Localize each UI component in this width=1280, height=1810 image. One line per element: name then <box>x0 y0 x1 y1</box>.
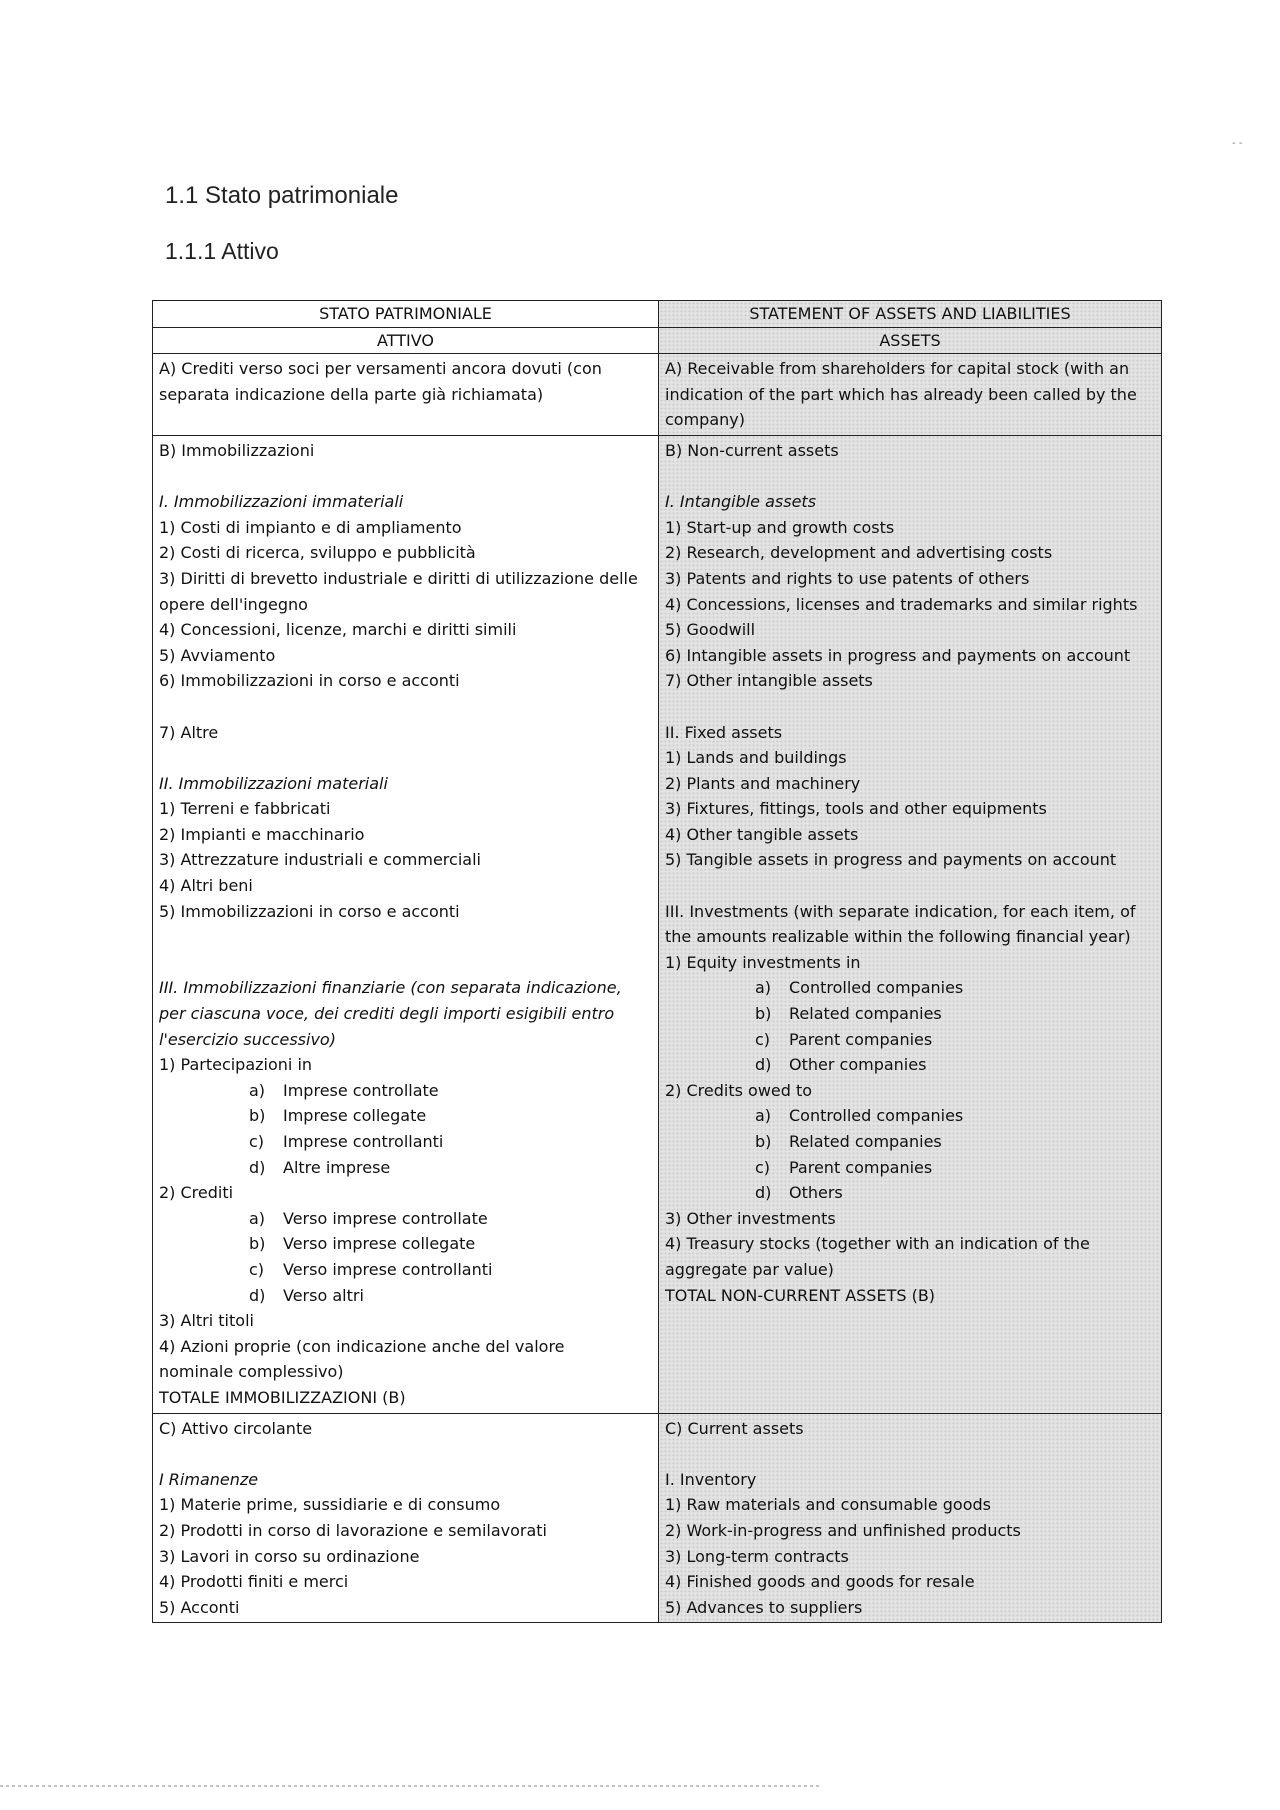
list-item <box>665 1518 1155 1544</box>
scan-artifact-line <box>0 1785 820 1787</box>
item-text: I Rimanenze <box>159 1469 259 1489</box>
item-text: 2) Plants and machinery <box>665 773 861 793</box>
blank-line <box>665 1441 1155 1467</box>
item-text: Others <box>789 1183 843 1203</box>
item-text: 7) Altre <box>159 722 219 742</box>
list-item <box>159 975 652 1001</box>
list-item <box>665 1595 1155 1621</box>
item-text: Verso imprese controllate <box>283 1208 488 1228</box>
blank-line <box>159 924 652 950</box>
item-text: Imprese controllate <box>283 1080 439 1100</box>
list-item <box>159 1231 652 1257</box>
list-item <box>159 1129 652 1155</box>
right-cell-current <box>659 1413 1162 1623</box>
list-item <box>665 1283 1155 1309</box>
list-item <box>665 1544 1155 1570</box>
list-item <box>159 1027 652 1053</box>
item-text: 3) Attrezzature industriali e commerciali <box>159 850 481 870</box>
item-letter: b) <box>755 1004 772 1024</box>
item-text: 4) Treasury stocks (together with an indication of the <box>665 1234 1090 1254</box>
list-item <box>159 1467 652 1493</box>
item-text: 2) Impianti e macchinario <box>159 824 365 844</box>
item-text: 3) Patents and rights to use patents of others <box>665 568 1030 588</box>
list-item <box>665 1001 1155 1027</box>
item-text: II. Immobilizzazioni materiali <box>159 773 388 793</box>
item-text: 4) Concessions, licenses and trademarks and similar rights <box>665 594 1138 614</box>
item-letter: c) <box>755 1157 771 1177</box>
item-text: 4) Prodotti finiti e merci <box>159 1572 349 1592</box>
item-letter: c) <box>249 1259 265 1279</box>
list-item <box>159 1334 652 1360</box>
item-text: 1) Terreni e fabbricati <box>159 799 331 819</box>
list-item <box>665 1569 1155 1595</box>
item-text: TOTALE IMMOBILIZZAZIONI (B) <box>159 1387 406 1407</box>
list-item <box>159 847 652 873</box>
list-item <box>159 1385 652 1411</box>
item-letter: d) <box>249 1285 266 1305</box>
blank-line <box>159 745 652 771</box>
list-item <box>665 796 1155 822</box>
list-item <box>665 1416 1155 1442</box>
item-text: per ciascuna voce, dei crediti degli importi esigibili entro <box>159 1004 615 1024</box>
section-heading: 1.1 Stato patrimoniale <box>165 182 399 209</box>
item-text: 4) Concessioni, licenze, marchi e diritti simili <box>159 620 517 640</box>
scan-mark: ‐ ‐ <box>1232 138 1243 149</box>
blank-line <box>159 694 652 720</box>
right-subheader: ASSETS <box>659 327 1162 354</box>
item-text: Verso imprese collegate <box>283 1234 476 1254</box>
list-item <box>159 1001 652 1027</box>
item-text: 5) Advances to suppliers <box>665 1597 863 1617</box>
item-text: 2) Research, development and advertising costs <box>665 543 1053 563</box>
list-item <box>665 1206 1155 1232</box>
list-item <box>159 796 652 822</box>
list-item <box>159 1257 652 1283</box>
list-item <box>665 1492 1155 1518</box>
table-row-receivables <box>153 354 1162 436</box>
item-text: III. Immobilizzazioni finanziarie (con separata indicazione, <box>159 978 622 998</box>
item-text: Controlled companies <box>789 978 964 998</box>
item-text: opere dell'ingegno <box>159 594 308 614</box>
list-item <box>665 1027 1155 1053</box>
item-text: 6) Intangible assets in progress and payments on account <box>665 645 1131 665</box>
list-item <box>159 1078 652 1104</box>
list-item <box>159 1595 652 1621</box>
list-item <box>159 1569 652 1595</box>
balance-sheet-table <box>152 300 1162 1623</box>
item-text: 5) Avviamento <box>159 645 276 665</box>
list-item <box>665 1052 1155 1078</box>
item-text: Other companies <box>789 1055 927 1075</box>
item-text: 6) Immobilizzazioni in corso e acconti <box>159 671 460 691</box>
item-text: 4) Altri beni <box>159 876 253 896</box>
item-text: Related companies <box>789 1132 942 1151</box>
item-letter: b) <box>755 1132 772 1151</box>
left-subheader: ATTIVO <box>153 327 659 354</box>
blank-line <box>159 464 652 490</box>
subsection-heading: 1.1.1 Attivo <box>165 238 279 264</box>
item-text: 1) Lands and buildings <box>665 748 847 768</box>
item-text: 2) Prodotti in corso di lavorazione e semilavorati <box>159 1520 547 1540</box>
list-item <box>665 1129 1155 1155</box>
item-text: C) Attivo circolante <box>159 1418 313 1438</box>
item-letter: b) <box>249 1106 266 1126</box>
item-text: l'esercizio successivo) <box>159 1029 336 1049</box>
right-text-receivables: A) Receivable from shareholders for capital stock (with an indication of the part which has already been called by the company) <box>665 359 1137 430</box>
list-item <box>159 1206 652 1232</box>
table-header-row <box>153 301 1162 328</box>
item-letter: c) <box>755 1029 771 1049</box>
list-item <box>665 592 1155 618</box>
list-item <box>159 643 652 669</box>
item-text: 3) Altri titoli <box>159 1311 254 1331</box>
list-item <box>159 1155 652 1181</box>
item-text: 2) Credits owed to <box>665 1080 813 1100</box>
list-item <box>159 438 652 464</box>
list-item <box>159 873 652 899</box>
list-item <box>665 745 1155 771</box>
list-item <box>665 1257 1155 1283</box>
left-cell-non-current <box>153 435 659 1413</box>
list-item <box>159 1544 652 1570</box>
left-cell-receivables <box>153 354 659 436</box>
item-text: I. Intangible assets <box>665 492 817 512</box>
table-row-non-current <box>153 435 1162 1413</box>
blank-line <box>665 464 1155 490</box>
list-item <box>159 1103 652 1129</box>
blank-line <box>159 1441 652 1467</box>
item-text: 5) Goodwill <box>665 620 756 640</box>
list-item <box>159 822 652 848</box>
left-cell-current <box>153 1413 659 1623</box>
list-item <box>159 1052 652 1078</box>
item-text: Parent companies <box>789 1029 933 1049</box>
item-text: Related companies <box>789 1004 942 1024</box>
list-item <box>665 924 1155 950</box>
item-text: TOTAL NON-CURRENT ASSETS (B) <box>665 1285 936 1305</box>
list-item <box>665 847 1155 873</box>
list-item <box>159 489 652 515</box>
item-letter: a) <box>249 1080 266 1100</box>
list-item <box>159 771 652 797</box>
item-letter: d) <box>249 1157 266 1177</box>
item-letter: a) <box>249 1208 266 1228</box>
item-text: I. Immobilizzazioni immateriali <box>159 492 404 512</box>
item-text: Parent companies <box>789 1157 933 1177</box>
list-item <box>665 771 1155 797</box>
item-text: 1) Start-up and growth costs <box>665 517 895 537</box>
item-text: 1) Costi di impianto e di ampliamento <box>159 517 462 537</box>
item-text: 4) Azioni proprie (con indicazione anche del valore <box>159 1336 565 1356</box>
item-text: 2) Costi di ricerca, sviluppo e pubblicità <box>159 543 476 563</box>
list-item <box>159 540 652 566</box>
list-item <box>665 1180 1155 1206</box>
item-text: Controlled companies <box>789 1106 964 1126</box>
list-item <box>665 1231 1155 1257</box>
list-item <box>665 975 1155 1001</box>
list-item <box>665 950 1155 976</box>
item-text: 3) Long-term contracts <box>665 1546 849 1566</box>
list-item <box>159 1283 652 1309</box>
list-item <box>665 1078 1155 1104</box>
list-item <box>665 1155 1155 1181</box>
item-text: 3) Fixtures, fittings, tools and other equipments <box>665 799 1047 819</box>
list-item <box>665 515 1155 541</box>
item-text: the amounts realizable within the following financial year) <box>665 927 1131 947</box>
item-text: Verso altri <box>283 1285 364 1305</box>
item-text: Verso imprese controllanti <box>283 1259 493 1279</box>
item-text: III. Investments (with separate indication, for each item, of <box>665 901 1136 921</box>
list-item <box>159 720 652 746</box>
item-text: I. Inventory <box>665 1469 757 1489</box>
item-letter: a) <box>755 978 772 998</box>
list-item <box>159 1308 652 1334</box>
list-item <box>665 643 1155 669</box>
blank-line <box>665 873 1155 899</box>
list-item <box>159 668 652 694</box>
left-text-receivables: A) Crediti verso soci per versamenti ancora dovuti (con separata indicazione della parte già richiamata) <box>159 359 602 404</box>
list-item <box>159 1518 652 1544</box>
item-text: 1) Raw materials and consumable goods <box>665 1495 991 1515</box>
item-text: 4) Finished goods and goods for resale <box>665 1572 975 1592</box>
list-item <box>159 1359 652 1385</box>
item-text: 3) Other investments <box>665 1208 836 1228</box>
right-cell-non-current <box>659 435 1162 1413</box>
list-item <box>665 438 1155 464</box>
item-text: 2) Crediti <box>159 1183 234 1203</box>
item-text: 1) Equity investments in <box>665 952 861 972</box>
list-item <box>665 1467 1155 1493</box>
list-item <box>665 489 1155 515</box>
table-subheader-row <box>153 327 1162 354</box>
item-text: 7) Other intangible assets <box>665 671 873 691</box>
blank-line <box>665 694 1155 720</box>
item-text: Imprese controllanti <box>283 1132 444 1151</box>
item-text: B) Non-current assets <box>665 440 839 460</box>
list-item <box>665 822 1155 848</box>
item-text: 5) Immobilizzazioni in corso e acconti <box>159 901 460 921</box>
item-text: C) Current assets <box>665 1418 804 1438</box>
right-cell-receivables <box>659 354 1162 436</box>
item-letter: b) <box>249 1234 266 1254</box>
item-text: 1) Partecipazioni in <box>159 1055 313 1075</box>
item-letter: a) <box>755 1106 772 1126</box>
list-item <box>665 617 1155 643</box>
item-letter: d) <box>755 1183 772 1203</box>
item-text: 5) Tangible assets in progress and payments on account <box>665 850 1117 870</box>
item-text: B) Immobilizzazioni <box>159 440 315 460</box>
left-header: STATO PATRIMONIALE <box>153 301 659 328</box>
item-text: 5) Acconti <box>159 1597 240 1617</box>
list-item <box>159 1180 652 1206</box>
list-item <box>665 566 1155 592</box>
item-text: 2) Work-in-progress and unfinished products <box>665 1520 1021 1540</box>
item-text: Imprese collegate <box>283 1106 427 1126</box>
item-text: 3) Diritti di brevetto industriale e diritti di utilizzazione delle <box>159 568 638 588</box>
list-item <box>665 540 1155 566</box>
item-text: II. Fixed assets <box>665 722 783 742</box>
blank-line <box>159 950 652 976</box>
list-item <box>665 668 1155 694</box>
list-item <box>159 1492 652 1518</box>
list-item <box>665 720 1155 746</box>
list-item <box>159 592 652 618</box>
right-header: STATEMENT OF ASSETS AND LIABILITIES <box>659 301 1162 328</box>
item-text: 4) Other tangible assets <box>665 824 859 844</box>
list-item <box>665 899 1155 925</box>
list-item <box>159 566 652 592</box>
item-text: aggregate par value) <box>665 1259 834 1279</box>
item-letter: c) <box>249 1132 265 1151</box>
item-text: 1) Materie prime, sussidiarie e di consumo <box>159 1495 501 1515</box>
list-item <box>665 1103 1155 1129</box>
item-letter: d) <box>755 1055 772 1075</box>
list-item <box>159 515 652 541</box>
list-item <box>159 899 652 925</box>
table-row-current <box>153 1413 1162 1623</box>
list-item <box>159 617 652 643</box>
list-item <box>159 1416 652 1442</box>
item-text: 3) Lavori in corso su ordinazione <box>159 1546 420 1566</box>
item-text: nominale complessivo) <box>159 1362 344 1382</box>
item-text: Altre imprese <box>283 1157 391 1177</box>
